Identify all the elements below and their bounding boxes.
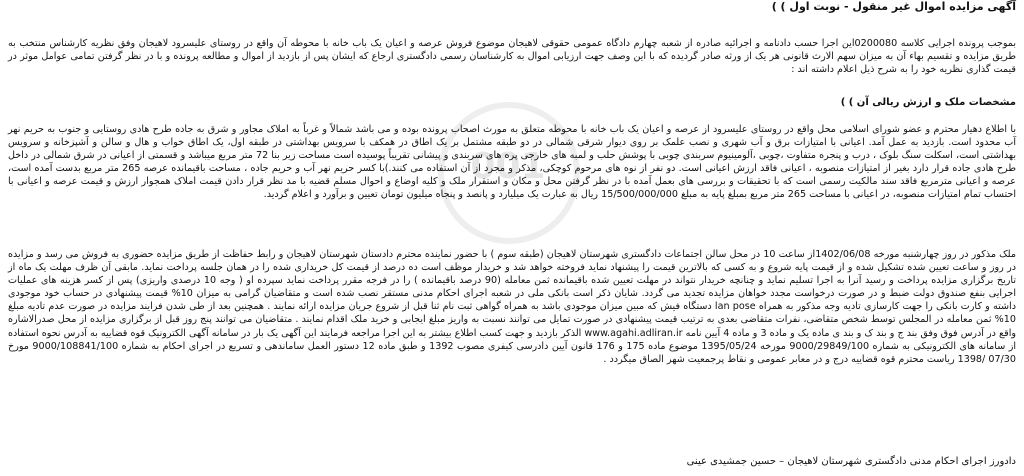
watermark-text: 001 xyxy=(470,146,546,187)
notice-document xyxy=(8,0,1016,476)
page-title: آگهی مزایده اموال غیر منقول - نوبت اول ) ) xyxy=(771,0,1016,13)
signature-line: دادورز اجرای احکام مدنی دادگستری شهرستان لاهیجان – حسین جمشیدی عینی xyxy=(686,456,1016,467)
paragraph-case-intro: بموجب پرونده اجرایی کلاسه 0200080این اجرا حسب دادنامه و اجرائیه صادره از شعبه چهارم دادگاه عمومی حقوقی لاهیجان موضوع فروش عرصه و اعیان یک باب خانه با محوطه آن واقع در روستای علیسرود لاهیجان وفق نظریه کارشناس منتخب به طریق مزایده و تقسیم بهاء آن به میزان سهم الارث قانونی هر یک از ورثه صادر گردیده که با این وصف جهت ارزیابی اموال به کارشناسان رسمی دادگستری ارجاع که ایشان پس از بازدید از اموال و مطالعه پرونده و با در نظر گرفتن تمامی عوامل موثر در قیمت گذاری نظریه خود را به شرح ذیل اعلام داشته اند : xyxy=(8,38,1017,76)
paragraph-property-description: با اطلاع دهیار محترم و عضو شورای اسلامی محل واقع در روستای علیسرود از عرصه و اعیان یک باب خانه با محوطه متعلق به مورث اصحاب پرونده بوده و می باشد شمالاً و غرباً به املاک مجاور و شرق به جاده طرح هادی روستایی و جنوب به حریم نهر آب محدود است. بازدید به عمل آمد. اعیانی با امتیازات برق و آب شهری و نصب علمک بر روی دیوار شرقی شمالی در دو طبقه مشتمل بر یک اطاق در همکف با سرویس بهداشتی در طبقه اول، یک اطاق خواب و هال و سالن و آشپزخانه و سرویس بهداشتی است، اسکلت سنگ بلوک ، درب و پنجره متفاوت ،چوبی ،آلومینیوم سربندی چوبی با پوشش حلب و لمبه های خارجی پره های سربندی و پیشانی تقریباً پوسیده است مساحت زیر بنا 72 متر مربع میباشد و قسمتی از اعیانی در شرق شمالی در داخل طرح هادی جاده قرار دارد بغیر از امتیازات منصوبه ، اعیانی فاقد ارزش اعیانی است. دو نفر از نوه های مرحوم کوچکی، مذکر و مجرد از آن استفاده می کنند.)با کسر حریم نهر آب و حریم جاده ، مساحت باقیمانده عرصه 265 متر مربع بدست آمده است، عرصه و اعیانی مترمربع فاقد سند مالکیت رسمی است که با تحقیقات و بررسی های بعمل آمده با در نظر گرفتن محل و مکان و استقرار ملک و کلیه اوضاع و احوال مسلم قضیه با مد نظر قرار دادن قیمت املاک همجوار ارزش و قیمت عرصه و اعیانی با احتساب تمام امتیازات منصوبه، در اعیانی با مساحت 265 متر مربع بمبلغ پایه به مبلغ 15/500/000/000 ریال به عبارت یک میلیارد و پانصد و پنجاه میلیون تومان تعیین و برآورد و اعلام گردید. xyxy=(8,124,1016,201)
paragraph-auction-terms: ملک مذکور در روز چهارشنبه مورخه 1402/06/08از ساعت 10 در محل سالن اجتماعات دادگستری شهرستان لاهیجان (طبقه سوم ) با حضور نماینده محترم دادستان شهرستان لاهیجان و رابط حفاظت از طریق مزایده حضوری به فروش می رسد و مزایده در روز و ساعت تعیین شده تشکیل شده و از قیمت پایه شروع و به کسی که بالاترین قیمت را پیشنهاد نماید فروخته خواهد شد و خریدار موظف است ده درصد از قیمت کل خریداری شده را در همان جلسه پرداخت نماید. مابقی آن ظرف مهلت یک ماه از تاریخ برگزاری مزایده پرداخت و رسید آنرا به اجرا تسلیم نماید و چنانچه خریدار نتواند در مهلت تعیین شده باقیمانده ثمن معامله (90 درصد باقیمانده ) را در فرجه مقرر پرداخت نماید سپرده او ( وجه 10 درصدی واریزی) پس از کسر هزینه های عملیات اجرایی بنفع صندوق دولت ضبط و در صورت درخواست مجدد خواهان مزایده تجدید می گردد. شایان ذکر است بانکی ملی در شعبه اجرای احکام مدنی مستقر نصب شده است و متقاضیان گرامی به میزان 10% قیمت پیشنهادی در حساب خود موجودی داشته و کارت بانکی را جهت کارسازی تادیه وجه مذکور به همراه lan pose دستگاه فیش که مبین میزان موجودی باشد به همراه گواهی ثبت نام ثنا قبل از شروع جریان مزایده ارائه نمایند . همچنین بعد از طی شدن فرایند مزایده در صورت عدم تادیه مبلغ 10% ثمن معامله در المجلس توسط شخص متقاضی، نفرات متقاضی بعدی به ترتیب قیمت پیشنهادی در صورت تمایل می توانند نسبت به واریز مبلغ ایجابی و خرید ملک اقدام نمایند . متقاضیان می توانند پنج روز قبل از برگزاری مزایده از محل صدرالاشاره واقع در آدرس فوق وفق بند ج و بند ک و بند ی ماده یک و ماده 3 و ماده 4 آیین نامه www.agahi.adliran.ir الذکر بازدید و جهت کسب اطلاع بیشتر به این اجرا مراجعه فرمایند این آگهی یک بار در سامانه آگهی الکترونیک قوه قضاییه به آدرس نحوه استفاده از سامانه های الکترونیکی به شماره 9000/29849/100 مورخه 1395/05/24 موضوع ماده 175 و 176 قانون آیین دادرسی کیفری مصوب 1392 و طبق ماده 12 دستور العمل ساماندهی و تسریع در اجرای احکام به شماره 9000/108841/100 مورخ 07/30 /1398 ریاست محترم قوه قضاییه درج و در معابر عمومی و نقاط پرجمعیت شهر الصاق میگردد . xyxy=(8,249,1017,365)
section-heading-property-specs: مشخصات ملک و ارزش ریالی آن ) ) xyxy=(840,97,1016,108)
